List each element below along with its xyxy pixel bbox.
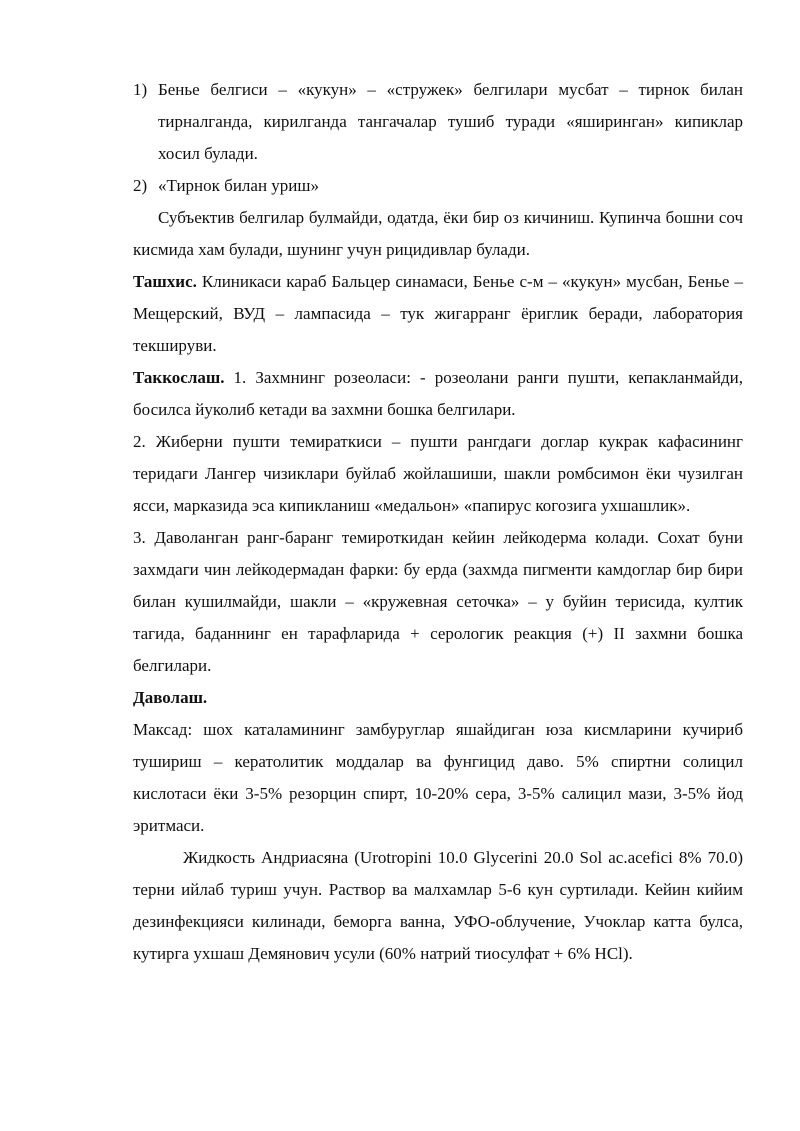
paragraph-treatment bbox=[133, 682, 743, 714]
paragraph-goal: Максад: шох каталамининг замбуруглар яшайдиган юза кисмларини кучириб тушириш – кератолитик моддалар ва фунгицид даво. 5% спиртни солицил кислотаси ёки 3-5% резорцин спирт, 10-20% сера, 3-5% салицил мази, 3-5% йод эритмаси. bbox=[133, 720, 743, 835]
comparison-heading: Таккослаш. bbox=[133, 368, 225, 387]
paragraph-diagnosis bbox=[133, 266, 743, 362]
list-text-1: Бенье белгиси – «кукун» – «стружек» белгилари мусбат – тирнок билан тирналганда, кирилганда тангачалар тушиб туради «яширинган» кипиклар хосил булади. bbox=[158, 80, 743, 163]
paragraph-andriasyan: Жидкость Андриасяна (Urotropini 10.0 Glycerini 20.0 Sol ac.acefici 8% 70.0) терни ийлаб туриш учун. Раствор ва малхамлар 5-6 кун суртилади. Кейин кийим дезинфекцияси килинади, беморга ванна, УФО-облучение, Учоклар катта булса, кутирга ухшаш Демянович усули (60% натрий тиосулфат + 6% HCl). bbox=[133, 848, 743, 963]
paragraph-subjective: Субъектив белгилар булмайди, одатда, ёки бир оз кичиниш. Купинча бошни соч кисмида хам булади, шунинг учун рицидивлар булади. bbox=[133, 208, 743, 259]
list-item-1 bbox=[133, 74, 743, 170]
list-number-2: 2) bbox=[133, 176, 148, 195]
list-number-1: 1) bbox=[133, 80, 148, 99]
treatment-heading: Даволаш. bbox=[133, 688, 208, 707]
paragraph-item-3: 3. Даволанган ранг-баранг темироткидан кейин лейкодерма колади. Сохат буни захмдаги чин лейкодермадан фарки: бу ерда (захмда пигменти камдоглар бир бири билан кушилмайди, шакли – «кружевная сеточка» – у буйин терисида, култик тагида, баданнинг ен тарафларида + серологик реакция (+) II захмни бошка белгилари. bbox=[133, 528, 743, 675]
comparison-text: 1. Захмнинг розеоласи: - розеолани ранги пушти, кепакланмайди, босилса йуколиб кетади ва захмни бошка белгилари. bbox=[133, 368, 743, 419]
list-item-2 bbox=[133, 170, 743, 202]
list-text-2: «Тирнок билан уриш» bbox=[158, 176, 319, 195]
paragraph-comparison bbox=[133, 362, 743, 426]
diagnosis-text: Клиникаси караб Бальцер синамаси, Бенье с-м – «кукун» мусбан, Бенье – Мещерский, ВУД – лампасида – тук жигарранг ёриглик беради, лаборатория текшируви. bbox=[133, 272, 743, 355]
paragraph-item-2: 2. Жиберни пушти темираткиси – пушти рангдаги доглар кукрак кафасининг теридаги Лангер чизиклари буйлаб жойлашиши, шакли ромбсимон ёки чузилган ясси, марказида эса кипикланиш «медальон» «папирус когозига ухшашлик». bbox=[133, 432, 743, 515]
document-page bbox=[133, 74, 743, 970]
diagnosis-heading: Ташхис. bbox=[133, 272, 197, 291]
